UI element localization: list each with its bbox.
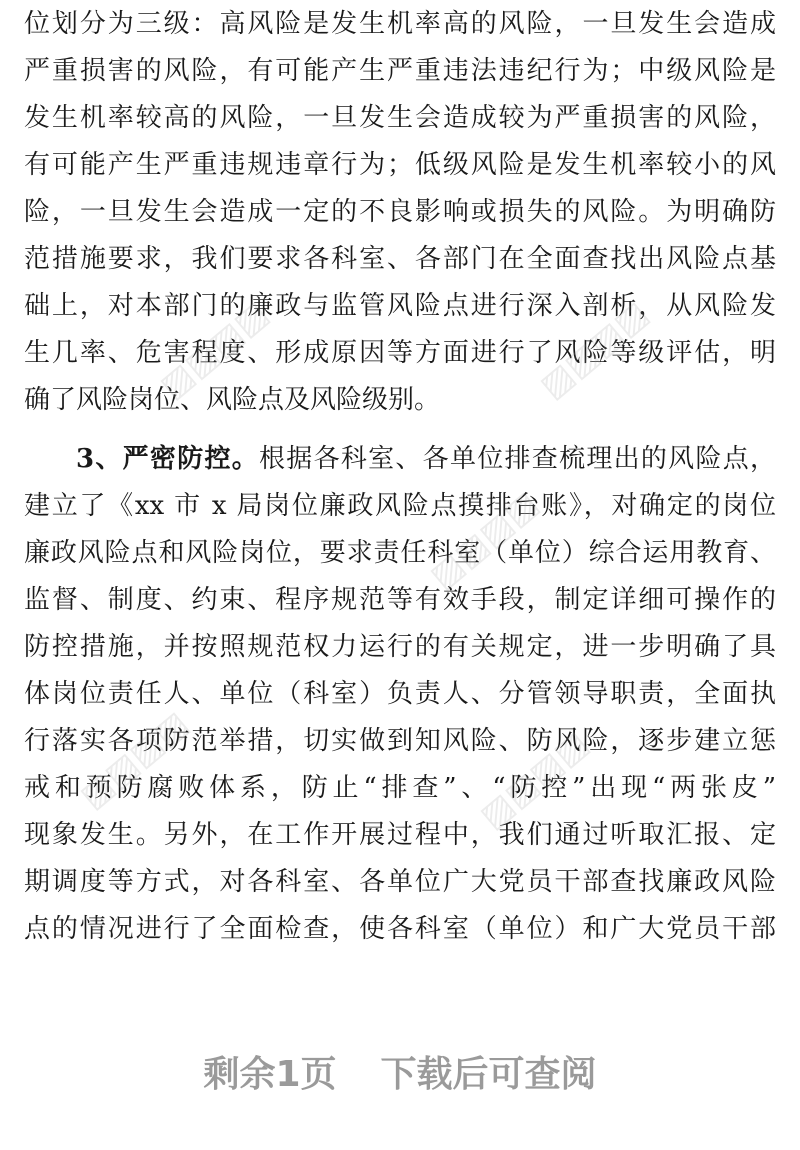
remaining-pages-label: 剩余1页 [203,1054,337,1095]
text-line: 险，一旦发生会造成一定的不良影响或损失的风险。为明确防 [24,197,776,227]
text-line: 范措施要求，我们要求各科室、各部门在全面查找出风险点基 [24,244,776,274]
text-line: 严重损害的风险，有可能产生严重违法违纪行为；中级风险是 [24,56,776,86]
watermark-mark: ▨▨▨▨ [152,293,277,407]
text-line: 防控措施，并按照规范权力运行的有关规定，进一步明确了具 [24,632,776,662]
text-line: 戒和预防腐败体系，防止“排查”、“防控”出现“两张皮” [24,773,776,803]
text-line: 现象发生。另外，在工作开展过程中，我们通过听取汇报、定 [24,820,776,850]
text-line: 监督、制度、约束、程序规范等有效手段，制定详细可操作的 [24,585,776,615]
section-3-heading: 3、严密防控。 [76,444,260,474]
text-line: 生几率、危害程度、形成原因等方面进行了风险等级评估，明 [24,338,776,368]
text-line: 有可能产生严重违规违章行为；低级风险是发生机率较小的风 [24,150,776,180]
text-line: 位划分为三级：高风险是发生机率高的风险，一旦发生会造成 [24,9,776,39]
watermark-mark: ▨▨▨▨ [72,703,197,817]
watermark-mark: ▨▨▨▨ [472,723,597,837]
text-line: 确了风险岗位、风险点及风险级别。 [24,385,441,415]
section-3-first-line [76,439,776,479]
section-3-first-line-text: 根据各科室、各单位排查梳理出的风险点， [259,444,776,474]
text-line: 发生机率较高的风险，一旦发生会造成较为严重损害的风险， [24,103,776,133]
text-line: 期调度等方式，对各科室、各单位广大党员干部查找廉政风险 [24,867,776,897]
text-line: 行落实各项防范举措，切实做到知风险、防风险，逐步建立惩 [24,726,776,756]
download-prompt[interactable] [0,1050,800,1100]
watermark-mark: ▨▨▨▨ [532,293,657,407]
text-line: 点的情况进行了全面检查，使各科室（单位）和广大党员干部 [24,914,776,944]
watermark-mark: ▨▨▨▨ [422,483,547,597]
text-line: 体岗位责任人、单位（科室）负责人、分管领导职责，全面执 [24,679,776,709]
text-line: 建立了《xx 市 x 局岗位廉政风险点摸排台账》，对确定的岗位 [24,491,776,521]
download-to-view-label: 下载后可查阅 [380,1054,597,1095]
text-line: 廉政风险点和风险岗位，要求责任科室（单位）综合运用教育、 [24,538,776,568]
text-line: 础上，对本部门的廉政与监管风险点进行深入剖析，从风险发 [24,291,776,321]
